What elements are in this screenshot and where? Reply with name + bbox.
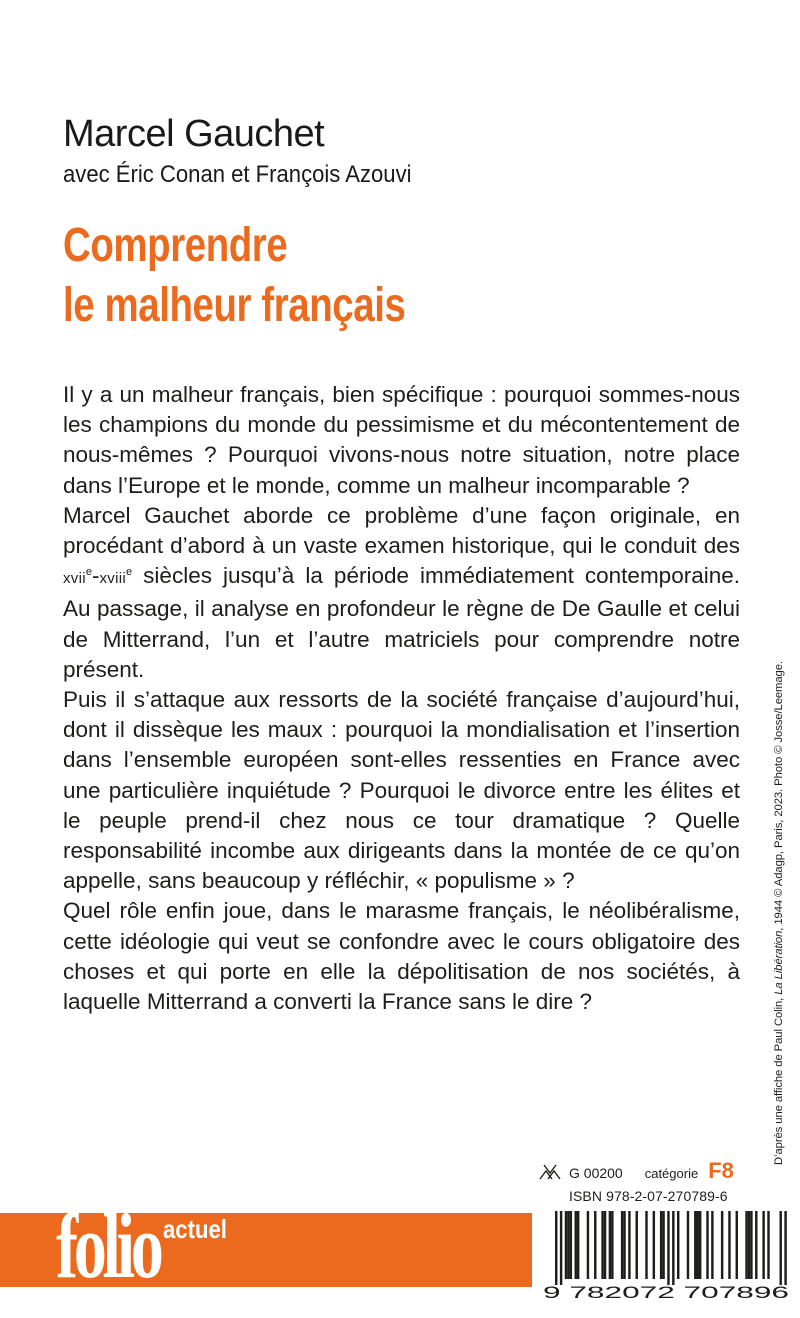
barcode-bar (699, 1211, 701, 1279)
barcode-bar (779, 1211, 781, 1285)
barcode-bar (555, 1211, 557, 1285)
barcode-bar (577, 1211, 579, 1279)
category-label: catégorie (644, 1166, 699, 1181)
category-code: F8 (708, 1158, 734, 1183)
barcode-bar (628, 1211, 630, 1279)
collection-logo-folio: folio (56, 1195, 160, 1297)
barcode-bar (736, 1211, 738, 1279)
barcode-bar (748, 1211, 750, 1279)
barcode-bar (653, 1211, 655, 1279)
cover-credit: D’après une affiche de Paul Colin, La Libération, 1944 © Adagp, Paris, 2023. Photo © Josse/Leemage. (773, 661, 785, 1165)
barcode-bar (621, 1211, 623, 1279)
blurb-paragraph-1: Il y a un malheur français, bien spécifique : pourquoi sommes-nous les champions du monde du pessimisme et du mécontentement de nous-mêmes ? Pourquoi vivons-nous notre situation, notre place dans l’Europe et le monde, comme un malheur incomparable ? (63, 382, 740, 498)
price-row (537, 1158, 734, 1186)
barcode-bar (697, 1211, 699, 1279)
author-name: Marcel Gauchet (63, 113, 325, 155)
barcode-bar (636, 1211, 638, 1279)
barcode-bar (570, 1211, 572, 1279)
barcode-bar (767, 1211, 769, 1279)
price-code: G 00200 (569, 1165, 623, 1181)
barcode-bar (594, 1211, 596, 1279)
barcode-bar (677, 1211, 679, 1279)
barcode-bar (611, 1211, 613, 1279)
barcode-bar (601, 1211, 603, 1279)
barcode-bar (728, 1211, 730, 1279)
barcode-bar (623, 1211, 625, 1279)
band-gap (532, 1213, 540, 1287)
barcode-bar (721, 1211, 723, 1279)
barcode-bar (784, 1211, 786, 1285)
coauthors: avec Éric Conan et François Azouvi (63, 161, 412, 188)
book-title (63, 216, 405, 336)
barcode-bar (565, 1211, 567, 1279)
barcode-bar (711, 1211, 713, 1279)
barcode-bar (645, 1211, 647, 1279)
blurb-paragraph-2: Marcel Gauchet aborde ce problème d’une façon originale, en procédant d’abord à un vaste examen historique, qui le conduit des xvii$^e$-xviii$^e$ siècles jusqu’à la période immédiatement contemporaine. Au passage, il analyse en profondeur le règne de De Gaulle et celui de Mitterrand, l’un et l’autre matriciels pour comprendre notre présent. (63, 502, 740, 682)
book-title-line-1: Comprendre (63, 219, 288, 272)
barcode-bar (687, 1211, 689, 1279)
barcode-bar (694, 1211, 696, 1279)
isbn: ISBN 978-2-07-270789-6 (569, 1188, 728, 1204)
barcode-digits: 9 782072 707896 (543, 1283, 789, 1302)
barcode-bar (672, 1211, 674, 1285)
barcode (541, 1211, 793, 1303)
barcode-bar (567, 1211, 569, 1279)
blurb-paragraph-4: Quel rôle enfin joue, dans le marasme français, le néolibéralisme, cette idéologie qui veut se confondre avec le cours obligatoire des choses et qui porte en elle la dépolitisation de nos sociétés, à laquelle Mitterrand a converti la France sans le dire ? (63, 898, 740, 1015)
barcode-bar (609, 1211, 611, 1279)
blurb (63, 380, 740, 1017)
barcode-bar (560, 1211, 562, 1285)
barcode-bar (667, 1211, 669, 1285)
collection-logo-actuel: actuel (163, 1214, 227, 1244)
barcode-bar (745, 1211, 747, 1279)
gallimard-logo-icon (537, 1163, 563, 1181)
barcode-bar (755, 1211, 757, 1279)
barcode-bar (662, 1211, 664, 1279)
barcode-bar (575, 1211, 577, 1279)
barcode-bar (706, 1211, 708, 1279)
barcode-bar (587, 1211, 589, 1279)
barcode-bar (604, 1211, 606, 1279)
blurb-paragraph-3: Puis il s’attaque aux ressorts de la société française d’aujourd’hui, dont il dissèque les maux : pourquoi la mondialisation et l’insertion dans l’ensemble européen sont-elles ressenties en France avec une particulière inquiétude ? Pourquoi le divorce entre les élites et le peuple prend-il chez nous ce tour dramatique ? Quelle responsabilité incombe aux dirigeants dans la montée de ce qu’on appelle, sans beaucoup y réfléchir, « populisme » ? (63, 687, 740, 894)
book-title-line-2: le malheur français (63, 279, 406, 332)
barcode-bar (762, 1211, 764, 1279)
barcode-bar (660, 1211, 662, 1279)
barcode-bar (750, 1211, 752, 1279)
